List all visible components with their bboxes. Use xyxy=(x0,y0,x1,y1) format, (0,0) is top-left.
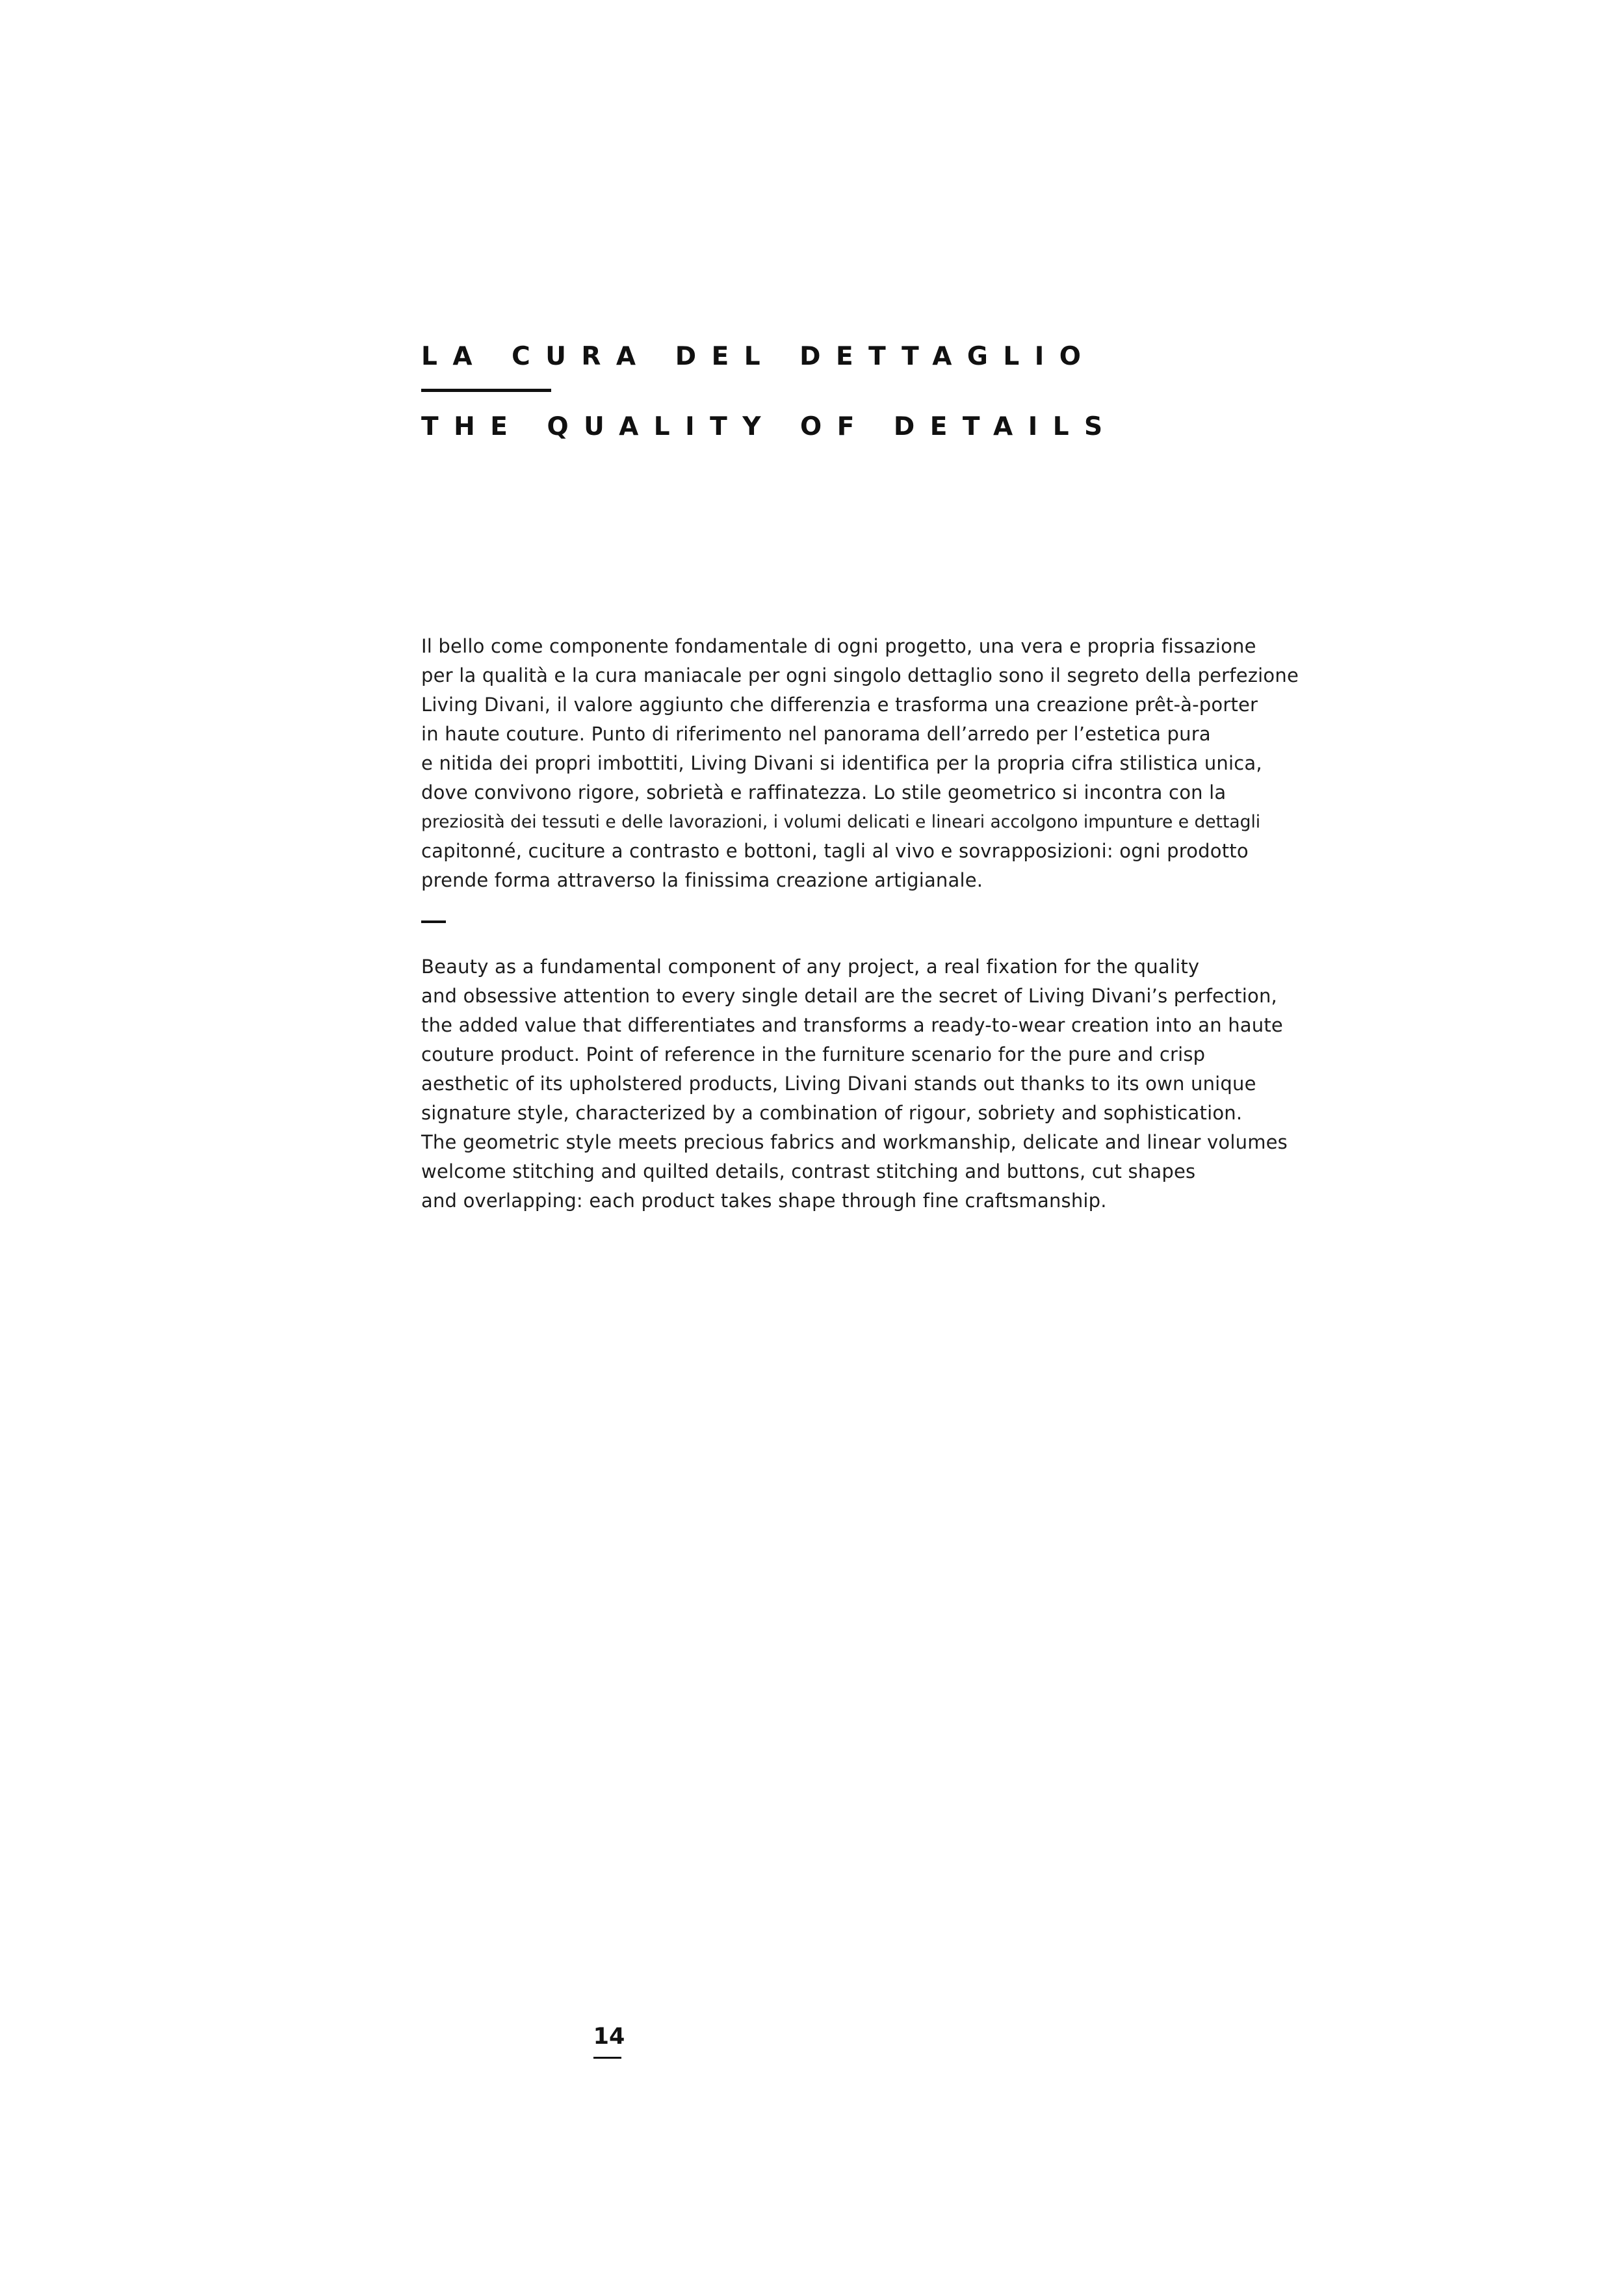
paragraph-line: Living Divani, il valore aggiunto che differenzia e trasforma una creazione prêt-à-porter xyxy=(421,694,1258,716)
paragraph-line: and obsessive attention to every single detail are the secret of Living Divani’s perfection, xyxy=(421,985,1277,1007)
title-italian: LA CURA DEL DETTAGLIO xyxy=(421,342,1097,371)
paragraph-line: the added value that differentiates and transforms a ready-to-wear creation into an haute xyxy=(421,1014,1283,1036)
paragraph-line: signature style, characterized by a combination of rigour, sobriety and sophistication. xyxy=(421,1102,1243,1124)
paragraph-line: and overlapping: each product takes shape through fine craftsmanship. xyxy=(421,1190,1107,1212)
paragraph-line: preziosità dei tessuti e delle lavorazioni, i volumi delicati e lineari accolgono impunture e dettagli xyxy=(421,812,1261,832)
paragraph-line: aesthetic of its upholstered products, Living Divani stands out thanks to its own unique xyxy=(421,1073,1256,1095)
paragraph-line: per la qualità e la cura maniacale per ogni singolo dettaglio sono il segreto della perfezione xyxy=(421,664,1299,686)
title-english: THE QUALITY OF DETAILS xyxy=(421,412,1118,441)
page-number: 14 xyxy=(593,2024,625,2050)
paragraph-line: e nitida dei propri imbottiti, Living Divani si identifica per la propria cifra stilistica unica, xyxy=(421,752,1262,774)
paragraph-line: couture product. Point of reference in the furniture scenario for the pure and crisp xyxy=(421,1043,1206,1065)
title-divider xyxy=(421,389,551,392)
paragraph-line: in haute couture. Punto di riferimento nel panorama dell’arredo per l’estetica pura xyxy=(421,723,1211,745)
paragraph-line: capitonné, cuciture a contrasto e bottoni, tagli al vivo e sovrapposizioni: ogni prodotto xyxy=(421,840,1249,862)
paragraph-line: welcome stitching and quilted details, contrast stitching and buttons, cut shapes xyxy=(421,1160,1196,1182)
paragraph-line: dove convivono rigore, sobrietà e raffinatezza. Lo stile geometrico si incontra con la xyxy=(421,781,1227,803)
paragraph-line: Beauty as a fundamental component of any project, a real fixation for the quality xyxy=(421,956,1200,978)
paragraph-line: The geometric style meets precious fabrics and workmanship, delicate and linear volumes xyxy=(421,1131,1288,1153)
page-number-underline xyxy=(593,2057,621,2059)
italian-paragraph xyxy=(421,632,1299,895)
english-paragraph xyxy=(421,952,1288,1216)
language-separator-dash xyxy=(421,920,446,923)
paragraph-line: prende forma attraverso la finissima creazione artigianale. xyxy=(421,869,983,891)
paragraph-line: Il bello come componente fondamentale di ogni progetto, una vera e propria fissazione xyxy=(421,635,1256,657)
